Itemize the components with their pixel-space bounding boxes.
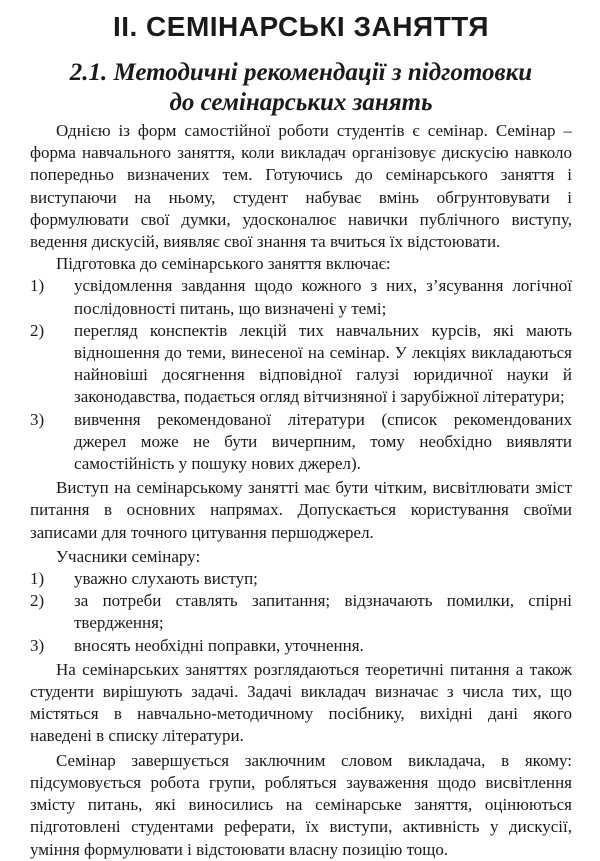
list-item-text: вносять необхідні поправки, уточнення. (74, 635, 364, 655)
list-item-text: за потреби ставлять запитання; відзначають помилки, спірні твердження; (74, 591, 572, 633)
list-item (30, 568, 572, 590)
list-item-number: 3) (30, 635, 45, 655)
list-item-number: 1) (30, 569, 45, 589)
list-item (30, 320, 572, 409)
list-item-number: 2) (30, 320, 45, 340)
theory-paragraph: На семінарських заняттях розглядаються теоретичні питання а також студенти вирішують задачі. Задачі викладач визначає з числа тих, що містяться в навчально-методичному посібнику, вихідні дані якого наведені в списку літератури. (30, 659, 572, 746)
list-item-number: 3) (30, 409, 45, 429)
speech-paragraph: Виступ на семінарському занятті має бути чітким, висвітлювати зміст питання в основних напрямах. Допускається користування своїми записами для точного цитування першоджерел. (30, 478, 572, 542)
closing-paragraph: Семінар завершується заключним словом викладача, в якому: підсумовується робота групи, робляться зауваження щодо висвітлення змісту питань, які виносились на семінарське заняття, оцінюються підготовлені студентами реферати, їх виступи, активність у дискусії, уміння формулювати і відстоювати власну позицію тощо. (30, 750, 572, 859)
intro-paragraph: Однією із форм самостійної роботи студентів є семінар. Семінар – форма навчального заняття, коли викладач організовує дискусію навколо попередньо визначених тем. Готуючись до семінарського заняття і виступаючи на ньому, студент набуває вмінь обгрунтовувати і формулювати свої думки, удосконалює навички публічного виступу, ведення дискусій, виявляє свої знання та вчиться їх відстоювати. (30, 121, 572, 252)
section-title-line-1: 2.1. Методичні рекомендації з підготовки (69, 59, 533, 86)
list-item-text: перегляд конспектів лекцій тих навчальних курсів, які мають відношення до теми, винесеної на семінар. У лекціях викладаються найновіші досягнення відповідної галузі юридичної науки й законодавства, подається огляд вітчизняної і зарубіжної літератури; (74, 320, 572, 407)
participants-list (30, 568, 572, 657)
list-item-number: 2) (30, 591, 45, 611)
list-item (30, 590, 572, 634)
prep-list (30, 275, 572, 475)
list-item-number: 1) (30, 276, 45, 296)
list-item-text: уважно слухають виступ; (74, 569, 258, 589)
list-item-text: вивчення рекомендованої літератури (список рекомендованих джерел може не бути вичерпним, тому необхідно виявляти самостійність у пошуку нових джерел). (74, 409, 572, 474)
chapter-title: ІІ. СЕМІНАРСЬКІ ЗАНЯТТЯ (112, 11, 490, 42)
participants-intro-paragraph: Учасники семінару: (56, 546, 201, 566)
section-title (30, 58, 572, 118)
list-item (30, 275, 572, 319)
list-item-text: усвідомлення завдання щодо кожного з них, з’ясування логічної послідовності питань, що визначені у темі; (74, 276, 572, 318)
section-title-line-2: до семінарських занять (169, 89, 433, 116)
list-item (30, 635, 572, 657)
list-item (30, 409, 572, 476)
prep-intro-paragraph: Підготовка до семінарського заняття включає: (56, 254, 391, 274)
